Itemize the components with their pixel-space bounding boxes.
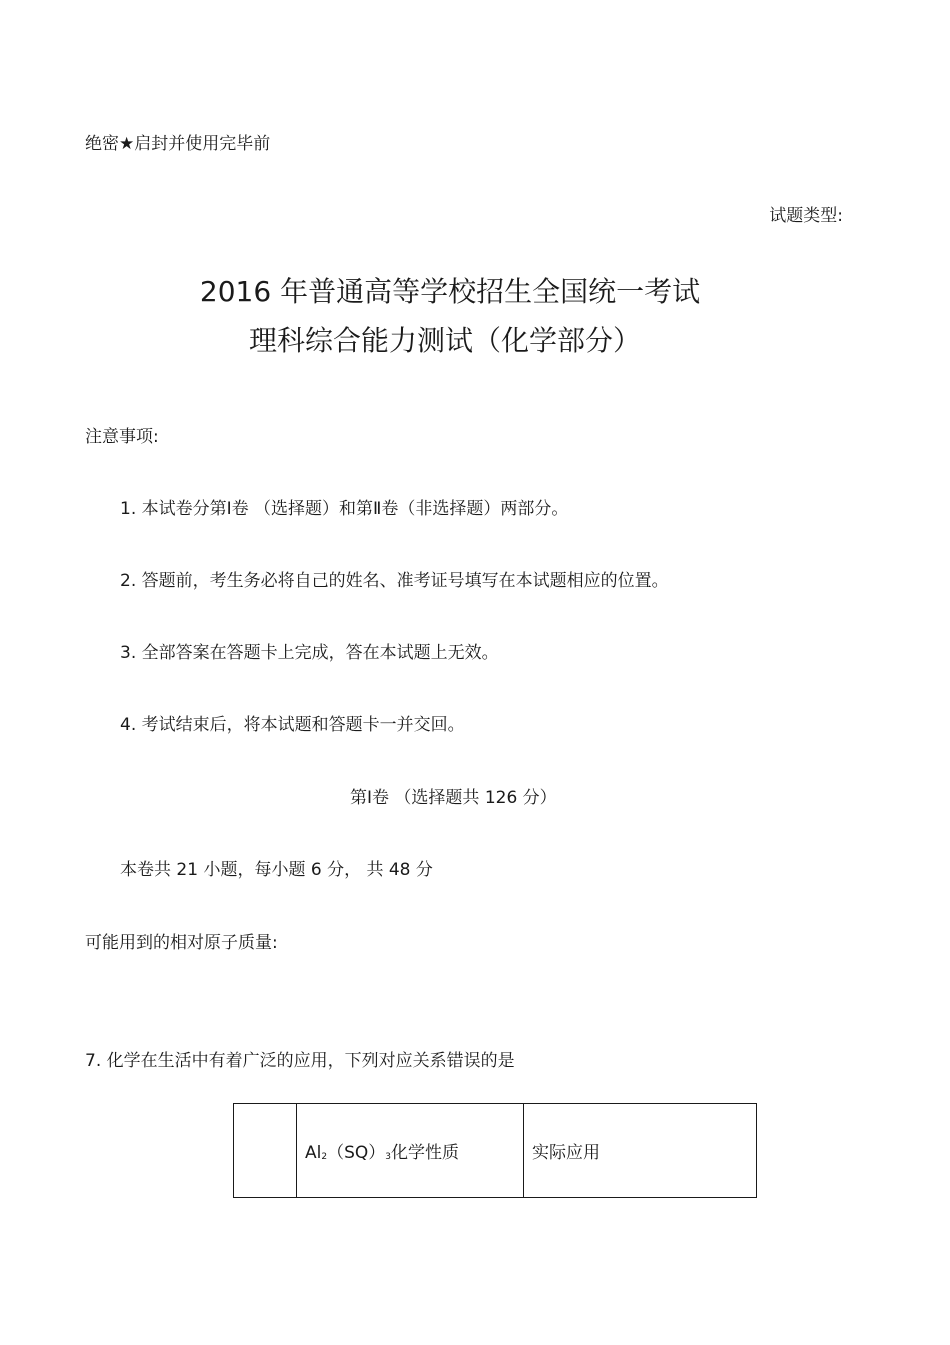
section-description: 本卷共 21 小题，每小题 6 分， 共 48 分 [120, 860, 433, 880]
section-title: 第Ⅰ卷 （选择题共 126 分） [350, 788, 557, 808]
exam-type-label: 试题类型: [769, 206, 843, 226]
table-cell-empty [234, 1104, 297, 1198]
notice-item-2: 2. 答题前，考生务必将自己的姓名、准考证号填写在本试题相应的位置。 [120, 571, 669, 591]
notice-item-3: 3. 全部答案在答题卡上完成，答在本试题上无效。 [120, 643, 499, 663]
notice-item-4: 4. 考试结束后，将本试题和答题卡一并交回。 [120, 715, 465, 735]
formula-group: （SQ） [327, 1143, 386, 1163]
notice-heading: 注意事项: [85, 427, 159, 447]
formula-subscript-2: 3 [385, 1152, 391, 1162]
question-7-table [233, 1103, 757, 1198]
table-header-application: 实际应用 [524, 1104, 757, 1198]
formula-main: Al [305, 1143, 322, 1163]
secrecy-notice: 绝密★启封并使用完毕前 [85, 134, 271, 154]
question-7-stem: 7. 化学在生活中有着广泛的应用，下列对应关系错误的是 [85, 1051, 515, 1071]
property-label: 化学性质 [391, 1143, 459, 1163]
notice-item-1: 1. 本试卷分第Ⅰ卷 （选择题）和第Ⅱ卷（非选择题）两部分。 [120, 499, 569, 519]
table-header-chemical-property [297, 1104, 524, 1198]
formula-subscript-1: 2 [321, 1152, 328, 1162]
table-row [234, 1104, 757, 1198]
atomic-mass-label: 可能用到的相对原子质量: [85, 933, 278, 953]
exam-subtitle: 理科综合能力测试（化学部分） [248, 324, 641, 357]
exam-title: 2016 年普通高等学校招生全国统一考试 [199, 275, 701, 308]
